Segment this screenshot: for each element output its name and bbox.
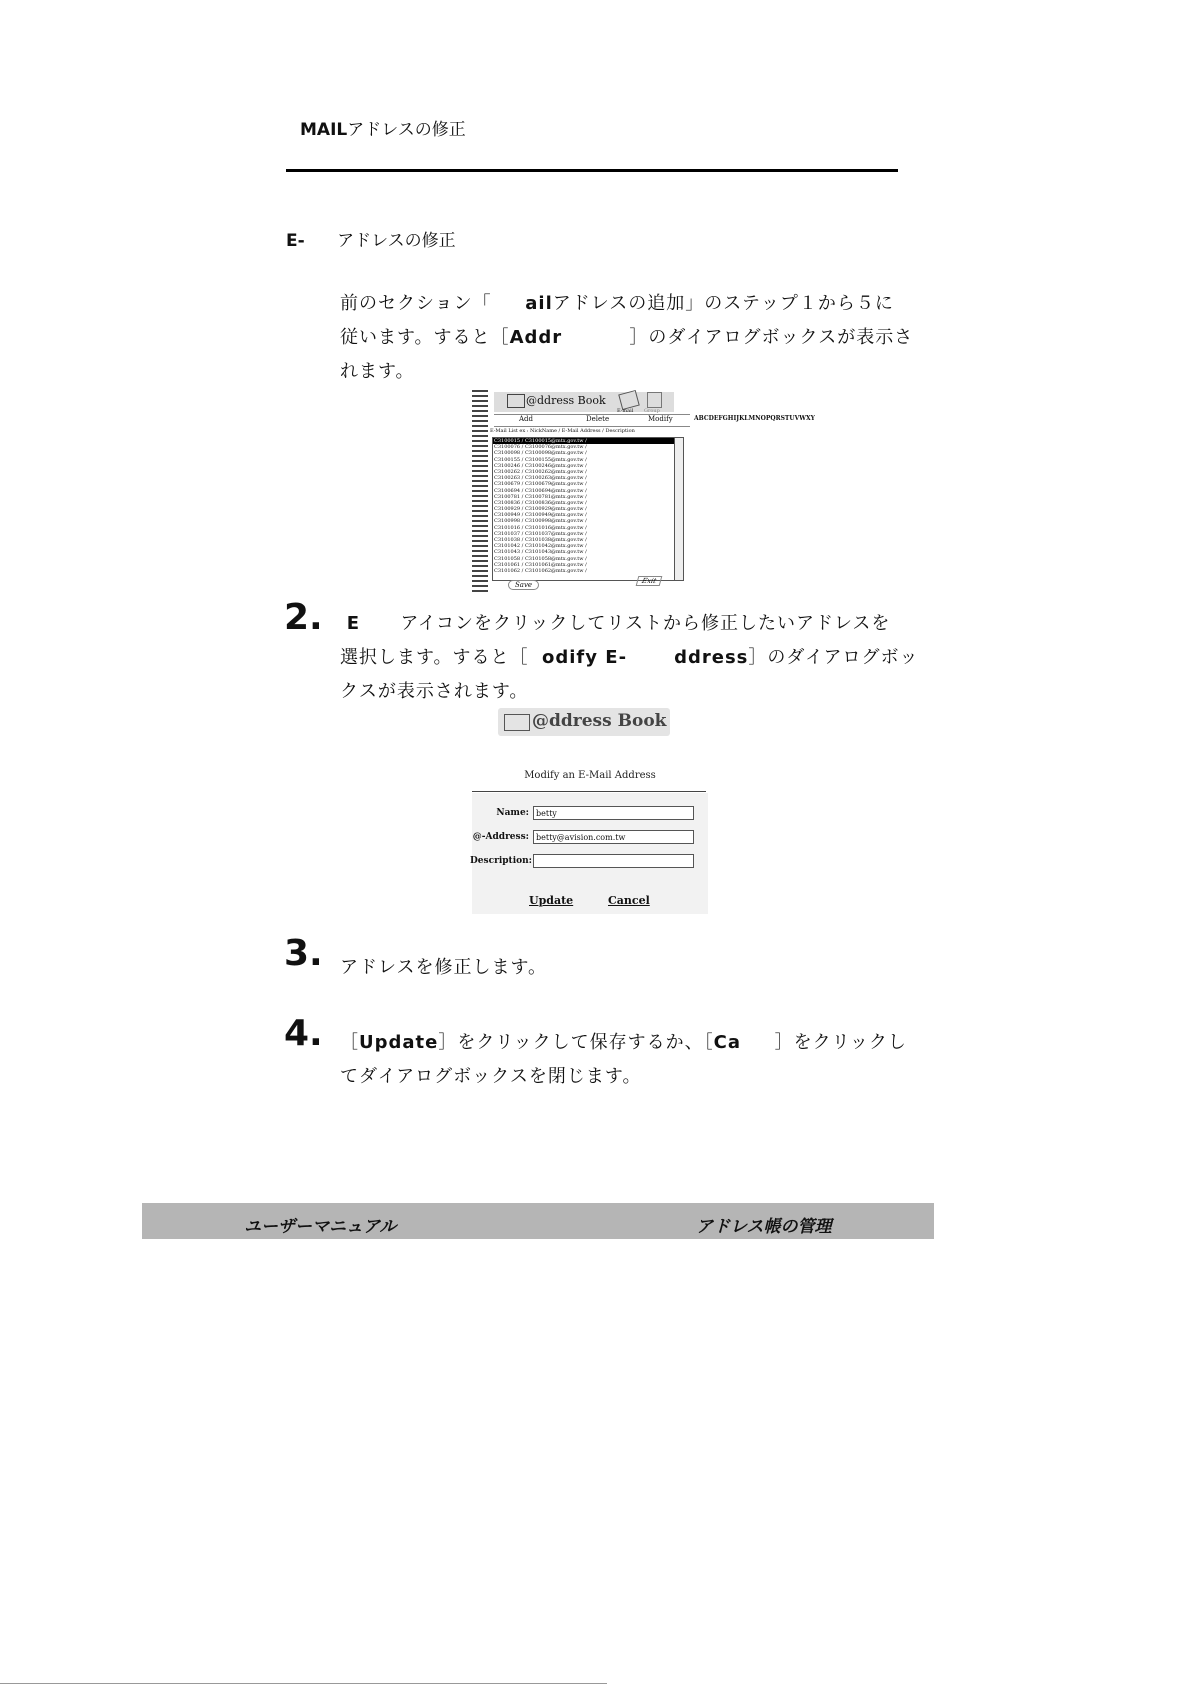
email-list-row[interactable]: C3100929 / C3100929@mtx.gov.tw / [494,506,587,513]
step-text-bold: ddress [674,647,749,668]
email-list-row[interactable]: C3100246 / C3100246@mtx.gov.tw / [494,462,587,469]
step-text-bold: E [346,613,361,634]
email-list-row[interactable]: C3100263 / C3100263@mtx.gov.tw / [494,475,587,482]
step-2-line-2 [340,641,930,675]
email-list-row[interactable]: C3100949 / C3100949@mtx.gov.tw / [494,512,587,519]
list-scrollbar[interactable] [674,438,683,580]
email-list-row[interactable]: C3100836 / C3100836@mtx.gov.tw / [494,499,587,506]
step-4-number: 4. [284,1013,323,1054]
step-text-bold: Update [359,1032,439,1053]
email-list-row[interactable]: C3100155 / C3100155@mtx.gov.tw / [494,456,587,463]
address-input[interactable]: betty@avision.com.tw [533,830,694,844]
step-text: アイコンをクリックしてリストから修正したいアドレスを [400,613,891,634]
footer-manual-title: ユーザーマニュアル [244,1217,397,1237]
step-text-bold: Ca [713,1032,741,1053]
email-list-row[interactable]: C3100098 / C3100098@mtx.gov.tw / [494,450,587,457]
group-icon[interactable] [647,392,662,408]
dialog-divider [472,791,706,792]
step-4-line-2: てダイアログボックスを閉じます。 [340,1066,642,1087]
email-list-row[interactable]: C3100262 / C3100262@mtx.gov.tw / [494,468,587,475]
email-list-row[interactable]: C3100076 / C3100076@mtx.gov.tw / [494,444,587,451]
dialog-header-title: @ddress Book [532,711,667,731]
group-icon-label: Group [644,408,660,414]
modify-button[interactable]: Modify [648,415,673,423]
intro-text: 前のセクション「 [340,293,492,314]
alphabet-index[interactable]: ABCDEFGHIJKLMNOPQRSTUVWXY [694,415,815,422]
intro-text: ］のダイアログボックスが表示さ [629,327,914,348]
email-list[interactable] [492,437,684,581]
intro-text: アドレスの追加」のステップ１から５に [552,293,894,314]
name-label: Name: [496,808,529,818]
step-4-text [340,1026,930,1094]
step-3-text [340,951,930,985]
step-text: ［ [340,1032,359,1053]
intro-line-1 [340,287,930,321]
header-title-rest: アドレスの修正 [347,120,466,140]
save-button[interactable]: Save [508,580,539,590]
section-heading-prefix: E- [286,231,305,251]
step-2-number: 2. [284,597,323,638]
binder-rings [472,390,488,592]
email-list-row[interactable]: C3101042 / C3101042@mtx.gov.tw / [494,543,587,550]
email-list-row[interactable]: C3100998 / C3100998@mtx.gov.tw / [494,518,587,525]
email-list-row[interactable]: C3101037 / C3101037@mtx.gov.tw / [494,530,587,537]
header-divider [286,169,898,172]
email-list-row[interactable]: C3100694 / C3100694@mtx.gov.tw / [494,487,587,494]
intro-line-3: れます。 [340,361,415,382]
delete-button[interactable]: Delete [586,415,610,423]
intro-line-2 [340,321,930,355]
section-heading-rest: アドレスの修正 [337,231,456,251]
step-2-text [340,607,930,709]
step-text: ］をクリックして保存するか、［ [438,1032,714,1053]
step-text: ］のダイアログボッ [748,647,919,668]
book-icon [504,714,530,731]
header-title-bold: MAIL [300,120,348,140]
list-column-header: E-Mail List ex : NickName / E-Mail Address / Description [490,428,635,434]
email-list-row[interactable]: C3101058 / C3101058@mtx.gov.tw / [494,555,587,562]
footer-chapter-title: アドレス帳の管理 [696,1217,832,1237]
email-list-row[interactable]: C3101062 / C3101062@mtx.gov.tw / [494,567,587,574]
modify-dialog-screenshot [470,708,710,914]
add-button[interactable]: Add [519,415,534,423]
name-input[interactable]: betty [533,806,694,820]
step-3-number: 3. [284,933,323,974]
email-list-row[interactable]: C3100781 / C3100781@mtx.gov.tw / [494,493,587,500]
address-book-title: @ddress Book [526,394,606,407]
description-label: Description: [470,856,532,866]
address-label: @-Address: [472,832,529,842]
address-list-screenshot [472,390,815,592]
step-2-line-3: クスが表示されます。 [340,681,529,702]
page-header-title [300,115,466,140]
dialog-subtitle: Modify an E-Mail Address [524,770,656,781]
email-list-row[interactable]: C3101061 / C3101061@mtx.gov.tw / [494,561,587,568]
step-4-line-1 [340,1026,930,1060]
step-3-line-1: アドレスを修正します。 [340,957,548,978]
exit-button[interactable]: Exit [636,576,663,586]
step-text: 選択します。すると［ [340,647,529,668]
section-heading [286,226,456,251]
step-2-line-1 [340,607,930,641]
cancel-button[interactable]: Cancel [608,894,650,907]
bottom-edge-line [0,1683,607,1684]
description-input[interactable] [533,854,694,868]
email-icon-label: E-mail [617,408,634,414]
step-text-bold: odify E- [542,647,628,668]
intro-text-bold: ail [525,293,553,314]
intro-paragraph [340,287,930,389]
update-button[interactable]: Update [529,894,574,907]
action-button-row [494,414,690,427]
email-list-row[interactable]: C3101016 / C3101016@mtx.gov.tw / [494,524,587,531]
email-list-row[interactable]: C3101043 / C3101043@mtx.gov.tw / [494,549,587,556]
intro-text: 従います。すると［ [340,327,510,348]
book-icon [507,394,525,408]
step-text: ］をクリックし [774,1032,907,1053]
intro-text-bold: Addr [509,327,563,348]
email-list-row[interactable]: C3100015 / C3100015@mtx.gov.tw / [493,438,683,444]
email-list-row[interactable]: C3101038 / C3101038@mtx.gov.tw / [494,537,587,543]
email-list-row[interactable]: C3100679 / C3100679@mtx.gov.tw / [494,481,587,488]
